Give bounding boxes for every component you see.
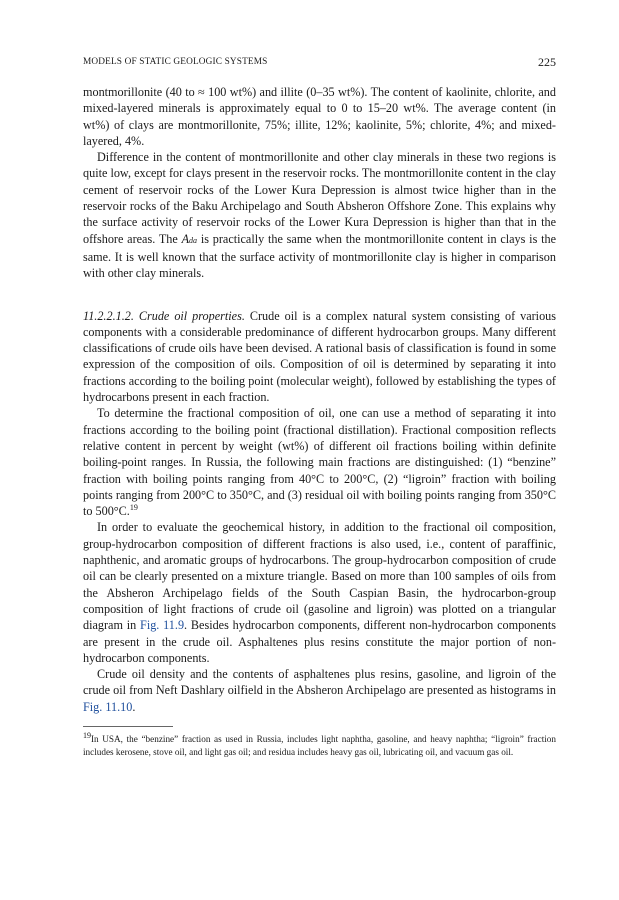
section-title: 11.2.2.1.2. Crude oil properties.	[83, 308, 245, 323]
page-number: 225	[538, 55, 556, 69]
footnote-text: In USA, the “benzine” fraction as used in Russia, includes light naphtha, gasoline, and heavy naphtha; “ligroin” fraction includes kerosene, stove oil, and light gas oil; and residua includes heavy gas oil, lubricating oil, and vacuum gas oil.	[83, 733, 556, 757]
paragraph-text: To determine the fractional composition of oil, one can use a method of separating it into fractions according to the boiling point (fractional distillation). Fractional composition reflects relative content in percent by weight (wt%) of different oil fractions boiling within definite boiling-point ranges. In Russia, the following main fractions are distinguished: (1) “benzine” fraction with boiling points ranging from 40°C to 200°C, (2) “ligroin” fraction with boiling points ranging from 200°C to 350°C, and (3) residual oil with boiling points ranging from 350°C to 500°C.	[83, 406, 556, 519]
figure-link-11-9[interactable]: Fig. 11.9	[140, 618, 185, 633]
paragraph-text: . Besides hydrocarbon components, different non-hydrocarbon components are present in the crude oil. Asphaltenes plus resins constitute the major portion of non-hydrocarbon components.	[83, 618, 556, 665]
footnote-number: 19	[83, 730, 91, 740]
running-title: MODELS OF STATIC GEOLOGIC SYSTEMS	[83, 57, 268, 67]
paragraph-text: .	[132, 699, 136, 714]
paragraph-text: is practically the same when the montmorillonite content in clays is the same. It is well known that the surface activity of montmorillonite clay is higher in comparison with other clay minerals.	[83, 231, 556, 281]
symbol-a-da	[182, 232, 197, 246]
footnote-divider	[83, 726, 173, 727]
figure-link-11-10[interactable]: Fig. 11.10	[83, 699, 133, 714]
paragraph-fractional-composition	[83, 405, 556, 519]
symbol-main: A	[181, 231, 190, 246]
paragraph-text: In order to evaluate the geochemical history, in addition to the fractional oil composition, group-hydrocarbon composition of different fractions is also used, i.e., content of paraffinic, naphthenic, and aromatic groups of hydrocarbons. The group-hydrocarbon composition of crude oil can be clearly presented on a mixture triangle. Based on more than 100 samples of oils from the Absheron Archipelago fields of the South Caspian Basin, the hydrocarbon-group composition of light fractions of crude oil (gasoline and ligroin) was plotted on a triangular diagram in	[83, 520, 556, 633]
paragraph-text: Difference in the content of montmorillonite and other clay minerals in these two regions is quite low, except for clays present in the reservoir rocks. The montmorillonite content in the clay cement of reservoir rocks of the Lower Kura Depression is almost twice higher than in the reservoir rocks of the Baku Archipelago and South Absheron Offshore Zone. This explains why the surface activity of reservoir rocks of the Lower Kura Depression is higher than that in the offshore areas. The	[83, 150, 556, 246]
paragraph-text: Crude oil density and the contents of asphaltenes plus resins, gasoline, and ligroin of the crude oil from Neft Dashlary oilfield in the Absheron Archipelago are presented as histograms in	[83, 667, 556, 698]
symbol-subscript: da	[189, 235, 198, 245]
paragraph-text: Crude oil is a complex natural system consisting of various components with a considerable predominance of different hydrocarbon groups. Many different classifications of crude oils have been devised. A rational basis of classification is found in some expression of the composition of oils. Composition of oil is determined by separating it into fractions according to the boiling point (molecular weight), followed by establishing the types of hydrocarbons present in each fraction.	[83, 308, 557, 405]
paragraph-clay-composition	[83, 84, 556, 149]
paragraph-crude-oil-properties	[83, 308, 556, 406]
footnote	[83, 730, 556, 758]
paragraph-text: montmorillonite (40 to ≈ 100 wt%) and illite (0–35 wt%). The content of kaolinite, chlorite, and mixed-layered minerals is approximately equal to 0 to 15–20 wt%. The average content (in wt%) of clays are montmorillonite, 75%; illite, 12%; kaolinite, 5%; chlorite, 4%; and mixed-layered, 4%.	[83, 85, 556, 148]
page-header	[83, 56, 556, 72]
footnote-reference[interactable]: 19	[129, 503, 138, 513]
paragraph-montmorillonite	[83, 149, 556, 281]
paragraph-crude-oil-density	[83, 666, 556, 715]
paragraph-group-hydrocarbon	[83, 519, 556, 666]
body-text	[83, 84, 556, 758]
